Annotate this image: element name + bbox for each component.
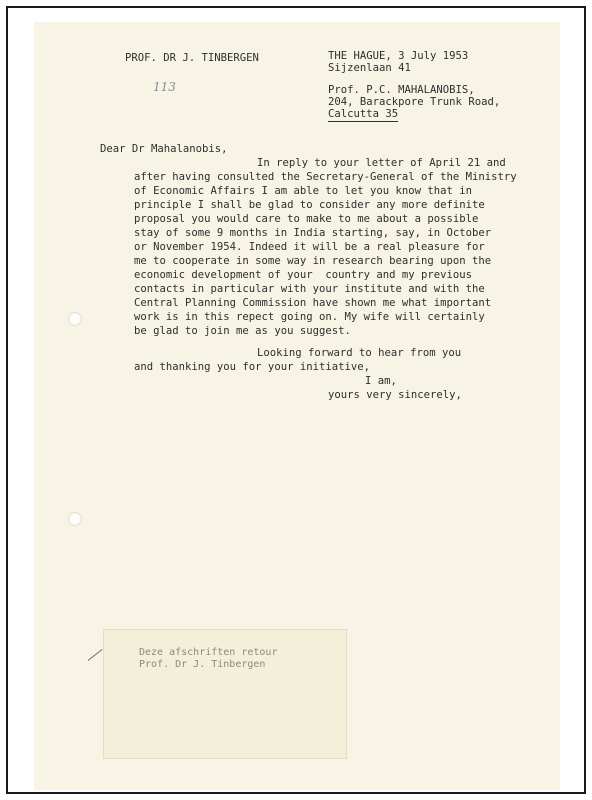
closing-line: and thanking you for your initiative, bbox=[134, 361, 370, 373]
body-line: contacts in particular with your institute and with the bbox=[134, 283, 485, 295]
body-line: Central Planning Commission have shown me what important bbox=[134, 297, 492, 309]
recipient-name: Prof. P.C. MAHALANOBIS, bbox=[328, 84, 475, 96]
closing-line: yours very sincerely, bbox=[328, 389, 462, 401]
slip-line1: Deze afschriften retour bbox=[139, 647, 278, 658]
body-line: of Economic Affairs I am able to let you know that in bbox=[134, 185, 473, 197]
body-line: work is in this repect going on. My wife will certainly bbox=[134, 311, 485, 323]
recipient-address-line1: 204, Barackpore Trunk Road, bbox=[328, 96, 501, 108]
body-line: or November 1954. Indeed it will be a real pleasure for bbox=[134, 241, 485, 253]
return-slip bbox=[104, 630, 346, 758]
body-line: proposal you would care to make to me about a possible bbox=[134, 213, 479, 225]
body-line: be glad to join me as you suggest. bbox=[134, 325, 351, 337]
sender-name: PROF. DR J. TINBERGEN bbox=[125, 52, 259, 64]
body-line: stay of some 9 months in India starting, say, in October bbox=[134, 227, 492, 239]
closing-line: Looking forward to hear from you bbox=[257, 347, 462, 359]
letter-sheet bbox=[34, 22, 560, 790]
body-line: economic development of your country and my previous bbox=[134, 269, 473, 281]
pencil-annotation: 113 bbox=[153, 80, 176, 94]
stray-pen-mark bbox=[88, 649, 103, 661]
place-date: THE HAGUE, 3 July 1953 bbox=[328, 50, 469, 62]
recipient-city: Calcutta 35 bbox=[328, 108, 399, 120]
punch-hole-bottom bbox=[68, 512, 82, 526]
salutation: Dear Dr Mahalanobis, bbox=[100, 143, 228, 155]
closing-line: I am, bbox=[365, 375, 397, 387]
slip-line2: Prof. Dr J. Tinbergen bbox=[139, 659, 266, 670]
body-line: me to cooperate in some way in research bearing upon the bbox=[134, 255, 492, 267]
punch-hole-top bbox=[68, 312, 82, 326]
sender-street: Sijzenlaan 41 bbox=[328, 62, 411, 74]
body-line: In reply to your letter of April 21 and bbox=[257, 157, 506, 169]
body-line: after having consulted the Secretary-General of the Ministry bbox=[134, 171, 517, 183]
body-line: principle I shall be glad to consider any more definite bbox=[134, 199, 485, 211]
